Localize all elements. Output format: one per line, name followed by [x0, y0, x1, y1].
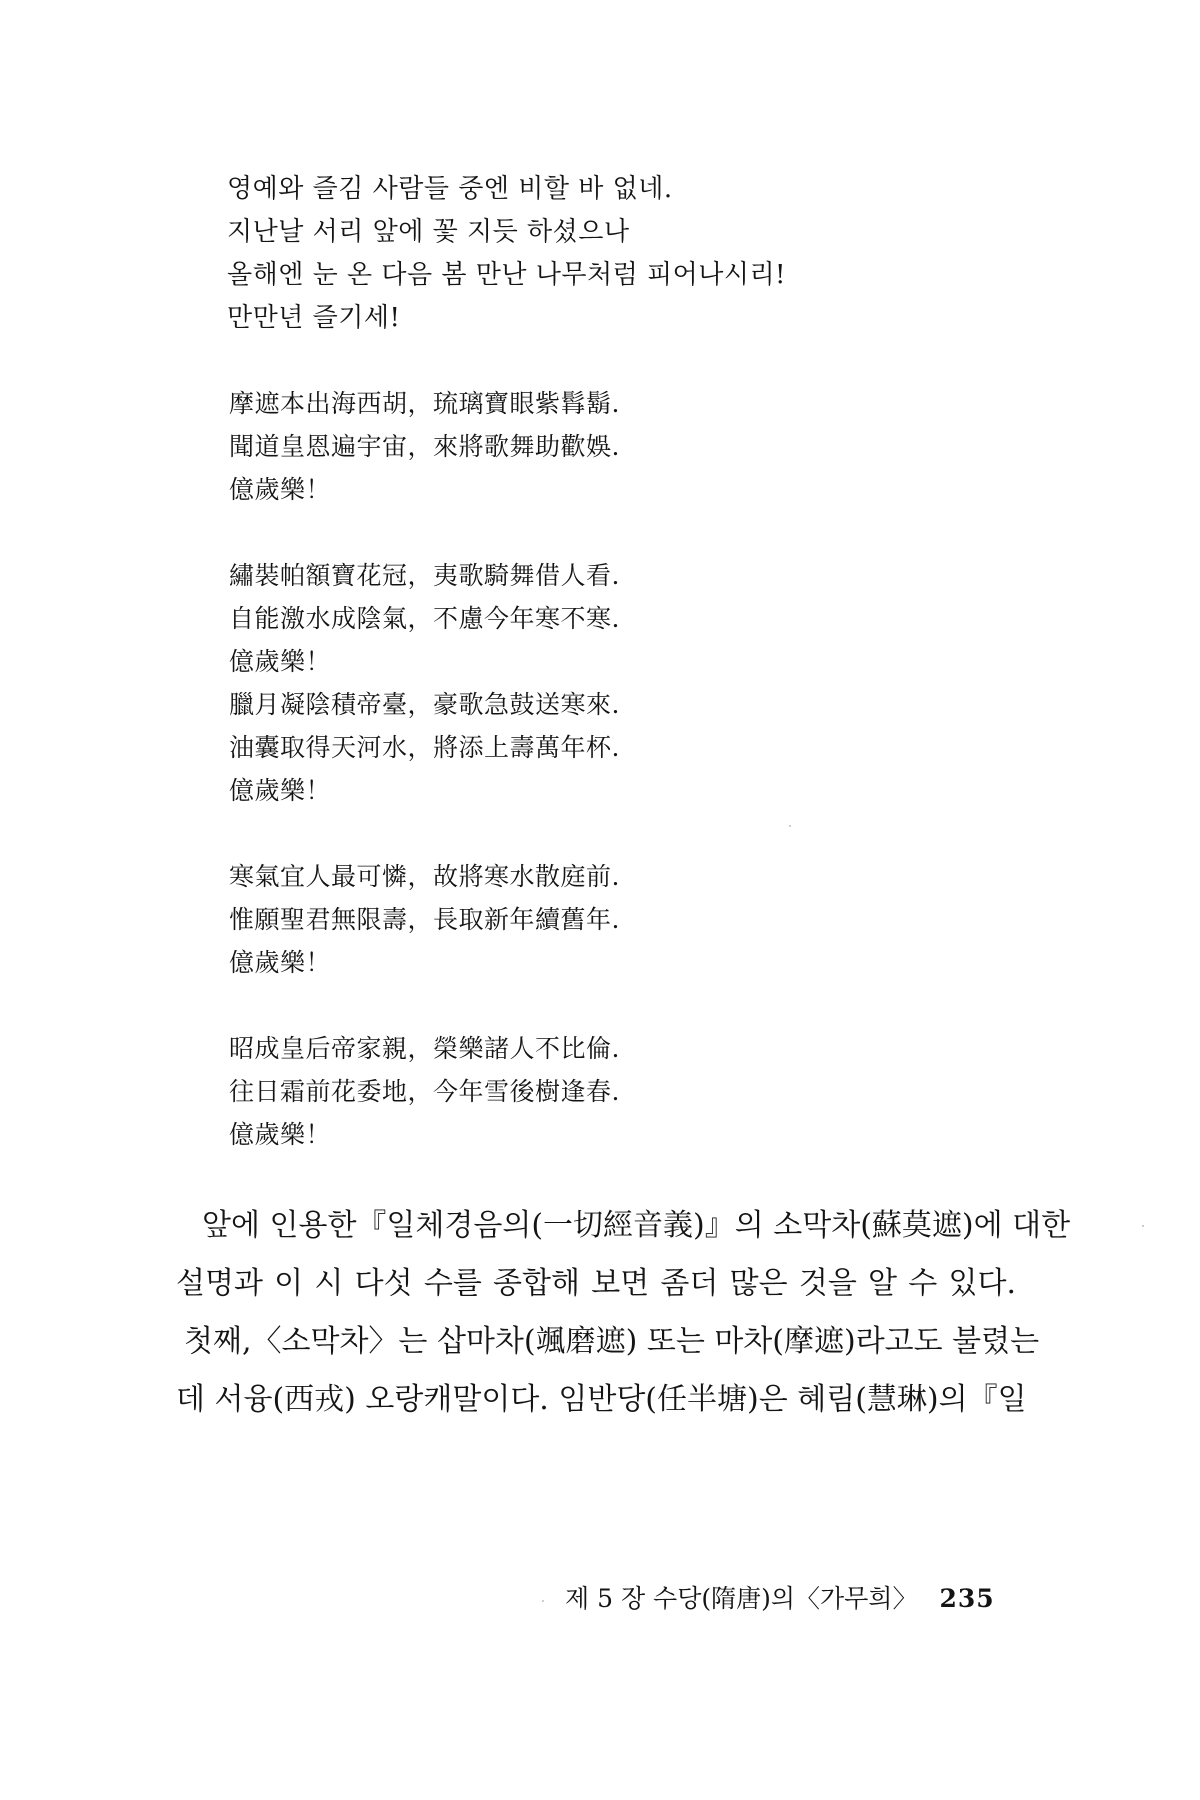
- stanza-2-line-1: 繡裝帕額寶花冠，夷歌騎舞借人看.: [229, 561, 620, 590]
- prose-line-3: 첫째,〈소막차〉는 삽마차(颯磨遮) 또는 마차(摩遮)라고도 불렸는: [184, 1324, 1040, 1359]
- stanza-2-refrain-2: 億歲樂！: [229, 776, 332, 805]
- verse-korean-line-1: 영예와 즐김 사람들 중엔 비할 바 없네.: [227, 174, 673, 204]
- stanza-1-refrain: 億歲樂！: [229, 475, 332, 504]
- stanza-2-line-3: 臘月凝陰積帝臺，豪歌急鼓送寒來.: [229, 690, 620, 719]
- stanza-2-refrain: 億歲樂！: [229, 647, 332, 676]
- stanza-1-line-2: 聞道皇恩遍宇宙，來將歌舞助歡娛.: [229, 432, 620, 461]
- stanza-3-refrain: 億歲樂！: [229, 948, 332, 977]
- stanza-4-line-1: 昭成皇后帝家親，榮樂諸人不比倫.: [229, 1034, 620, 1063]
- scan-speck: [789, 825, 791, 827]
- stanza-4-refrain: 億歲樂！: [229, 1120, 332, 1149]
- stanza-3-line-2: 惟願聖君無限壽，長取新年續舊年.: [229, 905, 620, 934]
- scan-speck: [1142, 1225, 1144, 1227]
- scan-speck: [542, 1600, 544, 1602]
- stanza-4-line-2: 往日霜前花委地，今年雪後樹逢春.: [229, 1077, 620, 1106]
- chapter-title: 제 5 장 수당(隋唐)의〈가무희〉: [565, 1584, 918, 1613]
- prose-line-4: 데 서융(西戎) 오랑캐말이다. 임반당(任半塘)은 혜림(慧琳)의『일: [176, 1382, 1027, 1417]
- stanza-2-line-4: 油囊取得天河水，將添上壽萬年杯.: [229, 733, 620, 762]
- verse-korean-line-4: 만만년 즐기세!: [227, 303, 401, 333]
- stanza-2-line-2: 自能激水成陰氣，不慮今年寒不寒.: [229, 604, 620, 633]
- prose-line-1: 앞에 인용한『일체경음의(一切經音義)』의 소막차(蘇莫遮)에 대한: [202, 1208, 1071, 1243]
- verse-korean-line-2: 지난날 서리 앞에 꽃 지듯 하셨으나: [227, 217, 630, 247]
- verse-korean-line-3: 올해엔 눈 온 다음 봄 만난 나무처럼 피어나시리!: [227, 260, 787, 290]
- prose-line-2: 설명과 이 시 다섯 수를 종합해 보면 좀더 많은 것을 알 수 있다.: [176, 1266, 1016, 1301]
- stanza-1-line-1: 摩遮本出海西胡，琉璃寶眼紫髥鬍.: [229, 389, 620, 418]
- running-footer: [565, 1582, 995, 1616]
- page-number: 235: [939, 1584, 995, 1613]
- stanza-3-line-1: 寒氣宜人最可憐，故將寒水散庭前.: [229, 862, 620, 891]
